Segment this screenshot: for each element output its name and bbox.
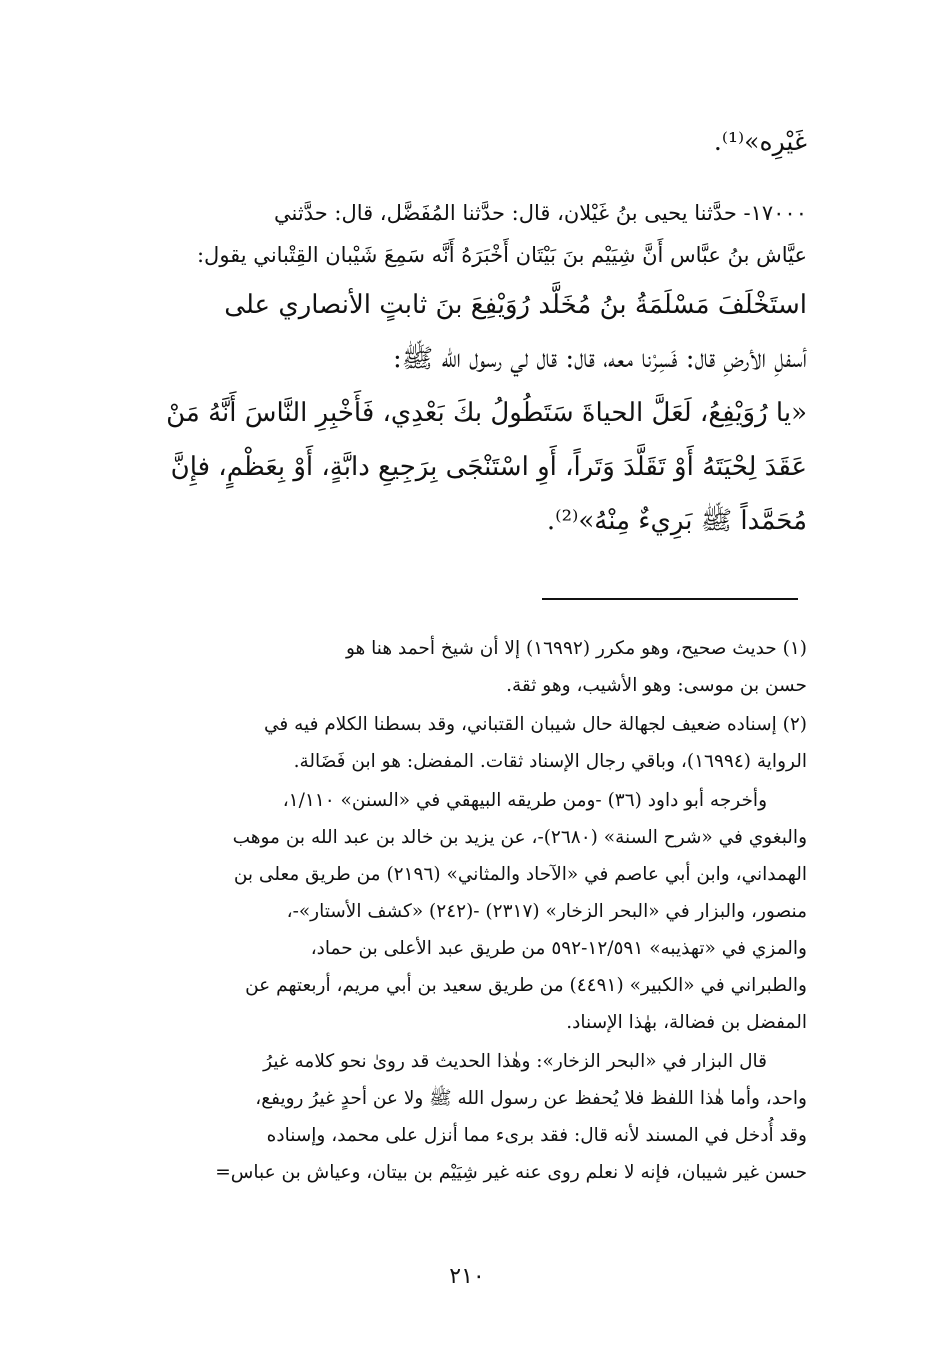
footnote-line: وأخرجه أبو داود (٣٦) -ومن طريقه البيهقي في «السنن» ١/١١٠، xyxy=(282,790,767,811)
footnote-line: (١) حديث صحيح، وهو مكرر (١٦٩٩٢) إلا أن شيخ أحمد هنا هو xyxy=(345,638,807,659)
footnote-line: حسن بن موسى: وهو الأشيب، وهو ثقة. xyxy=(506,675,807,696)
matn-line: استَخْلَفَ مَسْلَمَةُ بنُ مُخَلَّد رُوَيْفِعَ بنَ ثابتٍ الأنصاري على xyxy=(224,290,807,320)
page-number: ٢١٠ xyxy=(449,1264,485,1289)
matn-line: أسفلِ الأرضِ قال: فَسِرْنا معه، قال: قال لي رسول الله ﷺ: xyxy=(393,344,807,374)
matn-line: مُحَمَّداً ﷺ بَرِيءٌ مِنْهُ»⁽²⁾. xyxy=(546,506,807,536)
footnote-1 xyxy=(95,630,807,704)
main-text xyxy=(95,120,807,548)
footnote-line: وقد أُدخل في المسند لأنه قال: فقد برىء مما أنزل على محمد، وإسناده xyxy=(266,1125,807,1146)
footnote-line: والطبراني في «الكبير» (٤٤٩١) من طريق سعيد بن أبي مريم، أربعتهم عن xyxy=(245,975,807,996)
footnote-line: حسن غير شيبان، فإنه لا نعلم روى عنه غير شِيَيْم بن بيتان، وعياش بن عباس= xyxy=(215,1162,807,1183)
footnote-line: والمزي في «تهذيبه» ١٢/٥٩١-٥٩٢ من طريق عبد الأعلى بن حماد، xyxy=(310,938,807,959)
footnotes xyxy=(95,630,807,1193)
hadith-tail-line: غَيْرِه»⁽¹⁾. xyxy=(713,127,807,156)
footnote-line: (٢) إسناده ضعيف لجهالة حال شيبان القتباني، وقد بسطنا الكلام فيه في xyxy=(263,714,807,735)
footnote-2-takhrij xyxy=(95,782,807,1041)
footnote-line: منصور، والبزار في «البحر الزخار» (٢٣١٧) -(٢٤٢) «كشف الأستار»-، xyxy=(286,901,807,922)
isnad-line: ١٧٠٠٠- حدَّثنا يحيى بنُ غَيْلان، قال: حدَّثنا المُفَضَّل، قال: حدَّثني xyxy=(274,201,807,225)
footnote-line: قال البزار في «البحر الزخار»: وهٰذا الحديث قد روىٰ نحو كلامه غيرُ xyxy=(263,1051,767,1072)
footnote-2-bazzar xyxy=(95,1043,807,1191)
hadith-matn xyxy=(95,278,807,548)
footnote-line: الهمداني، وابن أبي عاصم في «الآحاد والمثاني» (٢١٩٦) من طريق معلى بن xyxy=(233,864,807,885)
footnote-line: والبغوي في «شرح السنة» (٢٦٨٠)-، عن يزيد بن خالد بن عبد الله بن موهب xyxy=(232,827,807,848)
matn-line: عَقَدَ لِحْيَتَهُ أَوْ تَقَلَّدَ وَتَراً، أَوِ اسْتَنْجَى بِرَجِيعِ دابَّةٍ، أَوْ بِعَظْمٍ، فإِنَّ xyxy=(170,452,807,482)
footnote-line: المفضل بن فضالة، بهٰذا الإسناد. xyxy=(566,1012,807,1033)
matn-line: «يا رُوَيْفِعُ، لَعَلَّ الحياةَ سَتَطُولُ بكَ بَعْدِي، فَأَخْبِرِ النَّاسَ أَنَّهُ مَنْ xyxy=(166,398,807,428)
footnote-separator xyxy=(542,598,798,600)
hadith-isnad xyxy=(95,192,807,276)
footnote-line: الرواية (١٦٩٩٤)، وباقي رجال الإسناد ثقات. المفضل: هو ابن فَضَالة. xyxy=(293,751,807,772)
isnad-line: عيَّاش بنُ عبَّاس أَنَّ شِيَيْم بنَ بَيْتَان أَخْبَرَهُ أَنَّه سَمِعَ شَيْبان القِتْباني يقول: xyxy=(196,243,807,267)
footnote-2 xyxy=(95,706,807,780)
footnote-line: واحد، وأما هٰذا اللفظ فلا يُحفظ عن رسول الله ﷺ ولا عن أحدٍ غيرُ رويفع، xyxy=(255,1088,807,1109)
